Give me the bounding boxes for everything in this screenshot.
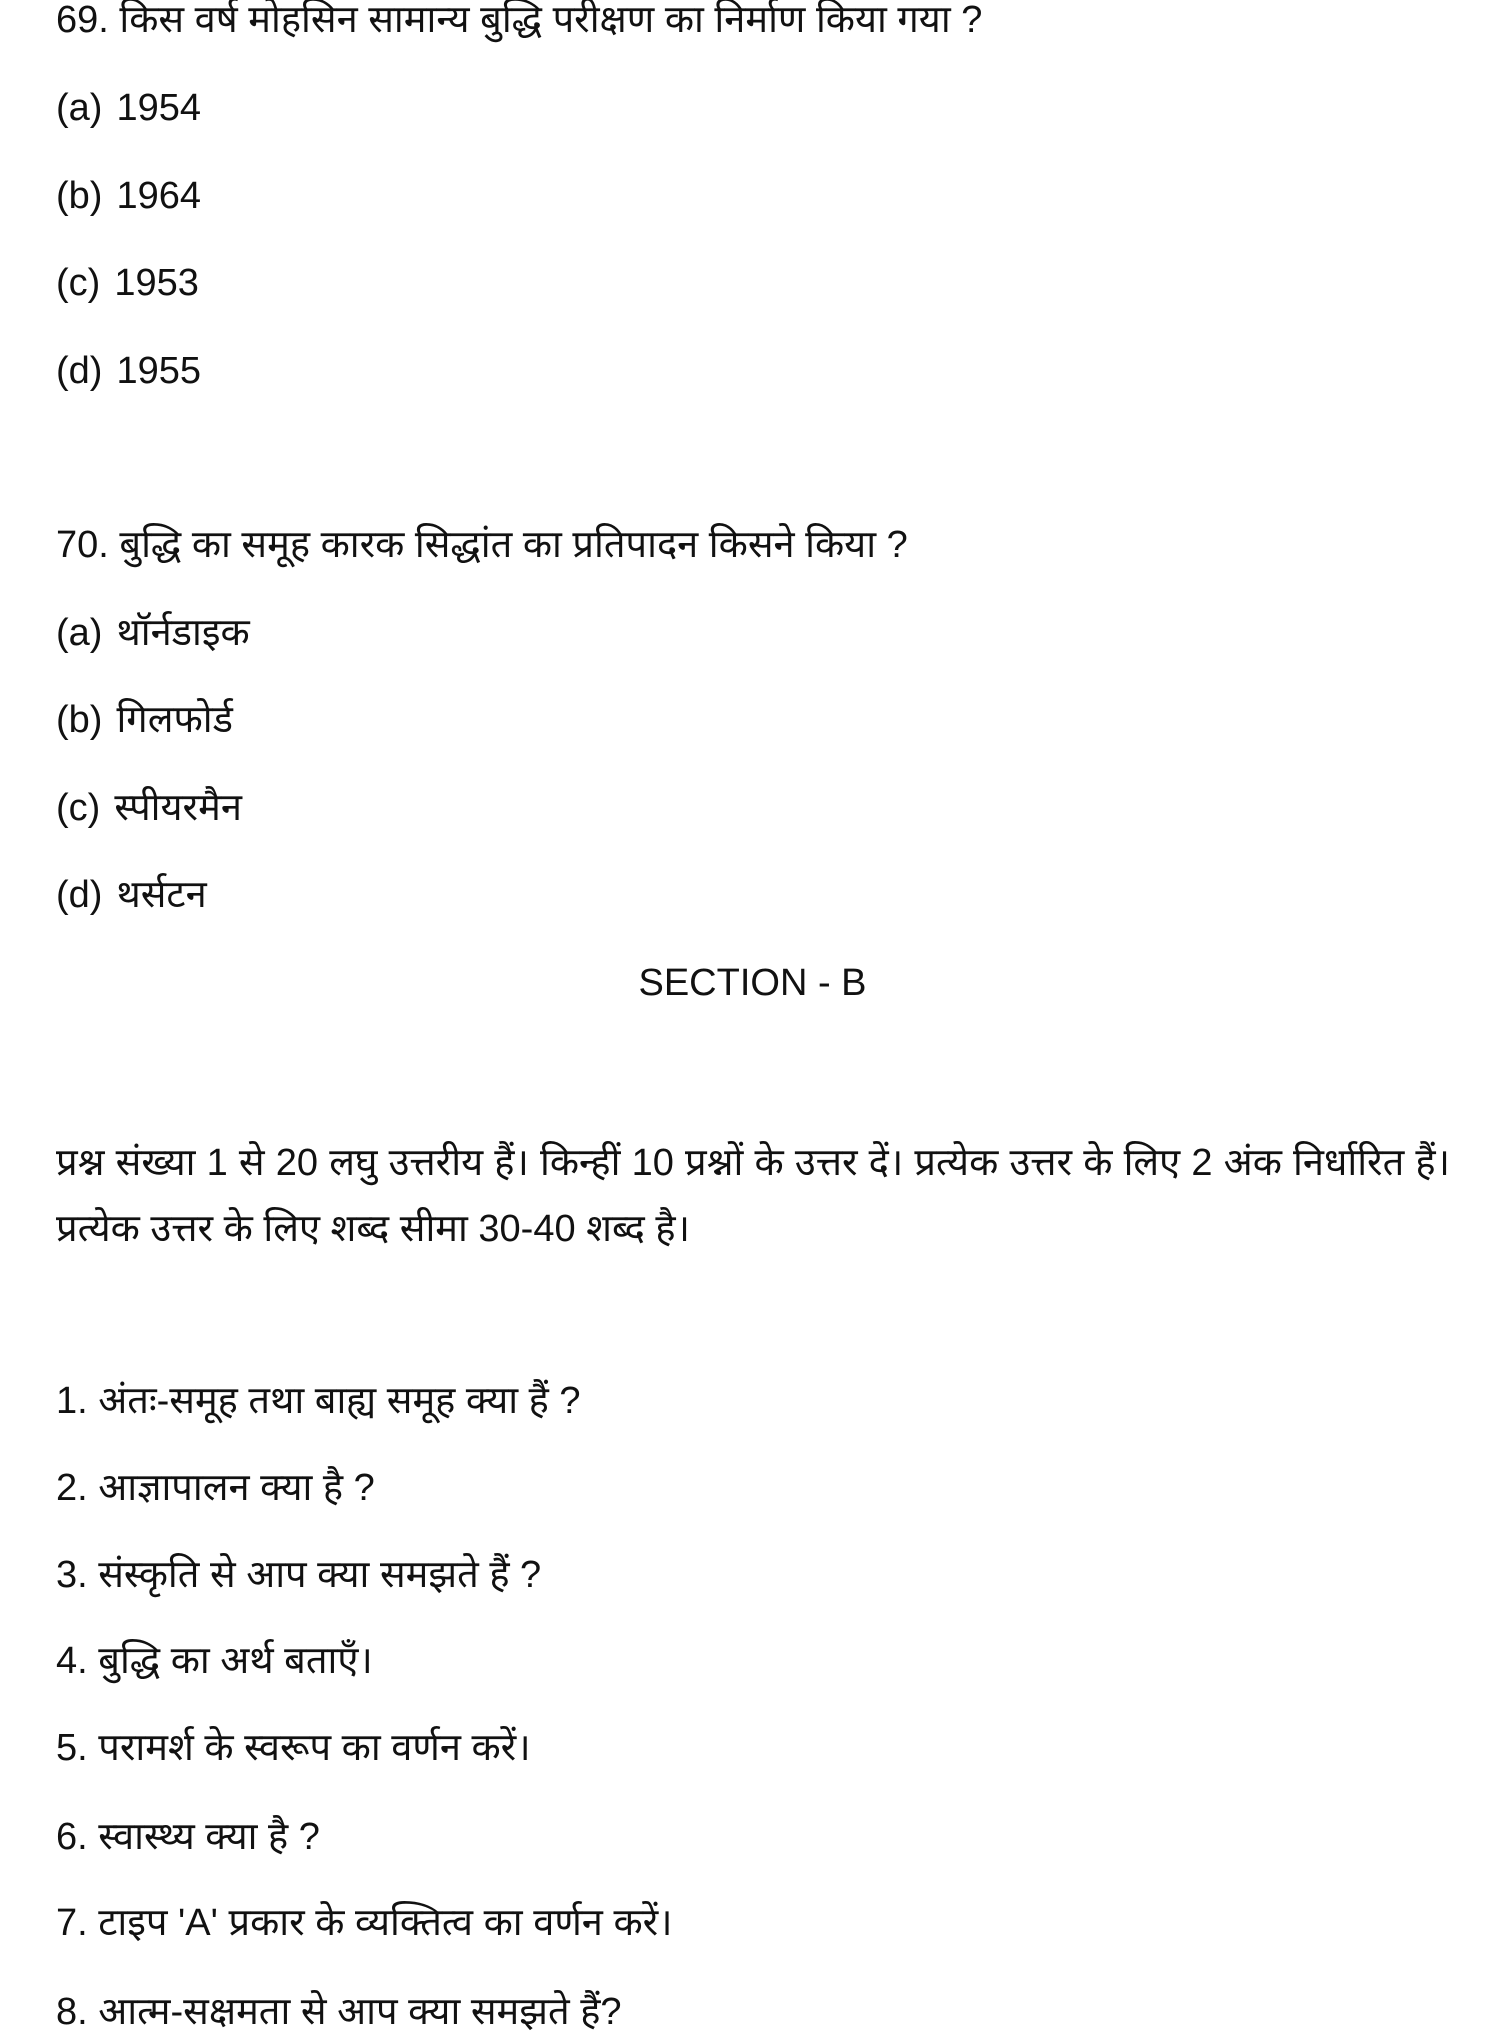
q70-option-d: [56, 869, 207, 921]
option-label: (d): [56, 874, 103, 916]
option-label: (a): [56, 612, 103, 654]
option-text: थॉर्नडाइक: [116, 612, 250, 654]
option-label: (c): [56, 787, 101, 829]
short-question-6: 6. स्वास्थ्य क्या है ?: [56, 1816, 320, 1858]
option-text: 1953: [114, 262, 199, 304]
option-text: 1955: [116, 350, 201, 392]
short-question-7: 7. टाइप 'A' प्रकार के व्यक्तित्व का वर्णन करें।: [56, 1902, 673, 1944]
short-question-5: 5. परामर्श के स्वरूप का वर्णन करें।: [56, 1727, 531, 1769]
short-question-3: 3. संस्कृति से आप क्या समझते हैं ?: [56, 1554, 542, 1596]
question-69: 69. किस वर्ष मोहसिन सामान्य बुद्धि परीक्षण का निर्माण किया गया ?: [56, 0, 983, 41]
option-label: (d): [56, 350, 103, 392]
option-text: 1954: [116, 87, 201, 129]
q70-option-b: [56, 694, 233, 746]
option-text: गिलफोर्ड: [116, 699, 233, 741]
short-question-4: 4. बुद्धि का अर्थ बताएँ।: [56, 1640, 373, 1682]
q69-option-d: [56, 345, 201, 397]
short-question-8: 8. आत्म-सक्षमता से आप क्या समझते हैं?: [56, 1991, 622, 2033]
option-text: स्पीयरमैन: [114, 787, 242, 829]
short-question-1: 1. अंतः-समूह तथा बाह्य समूह क्या हैं ?: [56, 1380, 581, 1422]
option-text: 1964: [116, 175, 201, 217]
section-title: SECTION - B: [638, 962, 867, 1004]
section-instructions: प्रश्न संख्या 1 से 20 लघु उत्तरीय हैं। किन्हीं 10 प्रश्नों के उत्तर दें। प्रत्येक उत्तर के लिए 2 अंक निर्धारित हैं। प्रत्येक उत्तर के लिए शब्द सीमा 30-40 शब्द है।: [56, 1142, 1450, 1250]
q69-option-a: [56, 82, 201, 134]
option-label: (b): [56, 175, 103, 217]
q69-option-c: [56, 257, 199, 309]
option-label: (a): [56, 87, 103, 129]
option-label: (c): [56, 262, 101, 304]
short-question-2: 2. आज्ञापालन क्या है ?: [56, 1467, 375, 1509]
option-label: (b): [56, 699, 103, 741]
question-70: 70. बुद्धि का समूह कारक सिद्धांत का प्रतिपादन किसने किया ?: [56, 524, 908, 566]
q69-option-b: [56, 170, 201, 222]
q70-option-c: [56, 782, 242, 834]
q70-option-a: [56, 607, 250, 659]
option-text: थर्सटन: [116, 874, 207, 916]
